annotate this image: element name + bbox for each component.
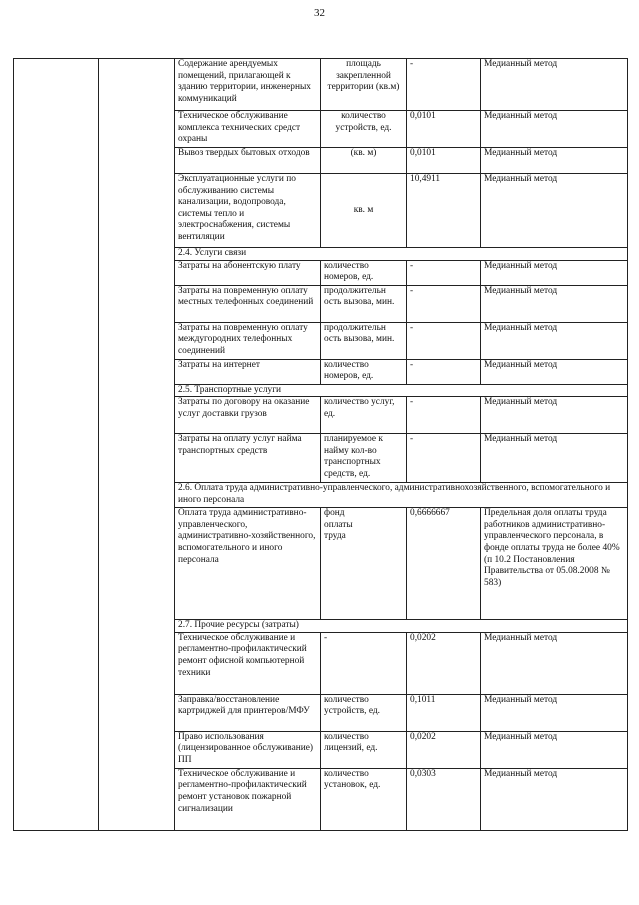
page-number: 32: [314, 7, 325, 19]
cost-item-name: Затраты на абонентскую плату: [175, 260, 321, 285]
calculation-method: Предельная доля оплаты труда работников административно-управленческого персонала, в фонде оплаты труда не более 40% (п 10.2 Постановления Правительства от 05.08.2008 № 583): [481, 508, 628, 620]
cost-item-name: Вывоз твердых бытовых отходов: [175, 148, 321, 174]
unit-of-measure: планируемое к найму кол-во транспортных средств, ед.: [321, 434, 407, 483]
unit-of-measure: (кв. м): [321, 148, 407, 174]
cost-item-name: Затраты на интернет: [175, 359, 321, 384]
calculation-method: Медианный метод: [481, 148, 628, 174]
calculation-method: Медианный метод: [481, 632, 628, 694]
coefficient-value: -: [407, 359, 481, 384]
unit-of-measure: фонд оплаты труда: [321, 508, 407, 620]
calculation-method: Медианный метод: [481, 322, 628, 359]
unit-of-measure: количество устройств, ед.: [321, 111, 407, 148]
calculation-method: Медианный метод: [481, 285, 628, 322]
calculation-method: Медианный метод: [481, 260, 628, 285]
section-heading: 2.6. Оплата труда административно-управленческого, административнохозяйственного, вспомогательного и иного персонала: [175, 483, 628, 508]
cost-item-name: Затраты по договору на оказание услуг доставки грузов: [175, 397, 321, 434]
coefficient-value: -: [407, 397, 481, 434]
empty-col-1: [14, 59, 99, 831]
cost-item-name: Техническое обслуживание комплекса технических средст охраны: [175, 111, 321, 148]
unit-of-measure: продолжительн ость вызова, мин.: [321, 322, 407, 359]
unit-of-measure: количество установок, ед.: [321, 768, 407, 830]
calculation-method: Медианный метод: [481, 731, 628, 768]
cost-item-name: Заправка/восстановление картриджей для принтеров/МФУ: [175, 694, 321, 731]
calculation-method: Медианный метод: [481, 694, 628, 731]
coefficient-value: 0,0303: [407, 768, 481, 830]
unit-of-measure: количество лицензий, ед.: [321, 731, 407, 768]
coefficient-value: 0,0101: [407, 148, 481, 174]
coefficient-value: -: [407, 285, 481, 322]
cost-item-name: Эксплуатационные услуги по обслуживанию системы канализации, водопровода, системы тепло и электроснабжения, системы вентиляции: [175, 174, 321, 248]
calculation-method: Медианный метод: [481, 359, 628, 384]
coefficient-value: -: [407, 322, 481, 359]
cost-item-name: Затраты на оплату услуг найма транспортных средств: [175, 434, 321, 483]
unit-of-measure: площадь закрепленной территории (кв.м): [321, 59, 407, 111]
cost-item-name: Техническое обслуживание и регламентно-профилактический ремонт установок пожарной сигнализации: [175, 768, 321, 830]
section-heading: 2.4. Услуги связи: [175, 248, 628, 261]
cost-item-name: Содержание арендуемых помещений, прилагающей к зданию территории, инженерных коммуникаций: [175, 59, 321, 111]
cost-item-name: Оплата труда административно-управленческого, административно-хозяйственного, вспомогательного и иного персонала: [175, 508, 321, 620]
coefficient-value: 0,1011: [407, 694, 481, 731]
cost-item-name: Техническое обслуживание и регламентно-профилактический ремонт офисной компьютерной техники: [175, 632, 321, 694]
calculation-method: Медианный метод: [481, 59, 628, 111]
coefficient-value: -: [407, 434, 481, 483]
coefficient-value: 10,4911: [407, 174, 481, 248]
unit-of-measure: кв. м: [321, 174, 407, 248]
calculation-method: Медианный метод: [481, 768, 628, 830]
cost-item-name: Затраты на повременную оплату местных телефонных соединений: [175, 285, 321, 322]
unit-of-measure: продолжительн ость вызова, мин.: [321, 285, 407, 322]
table-row: [14, 59, 628, 111]
coefficient-value: -: [407, 59, 481, 111]
unit-of-measure: количество номеров, ед.: [321, 359, 407, 384]
cost-item-name: Право использования (лицензированное обслуживание) ПП: [175, 731, 321, 768]
unit-of-measure: -: [321, 632, 407, 694]
coefficient-value: 0,0202: [407, 731, 481, 768]
unit-of-measure: количество услуг, ед.: [321, 397, 407, 434]
section-heading: 2.7. Прочие ресурсы (затраты): [175, 620, 628, 633]
calculation-method: Медианный метод: [481, 111, 628, 148]
calculation-method: Медианный метод: [481, 174, 628, 248]
unit-of-measure: количество устройств, ед.: [321, 694, 407, 731]
coefficient-value: 0,0202: [407, 632, 481, 694]
coefficient-value: 0,6666667: [407, 508, 481, 620]
cost-item-name: Затраты на повременную оплату междугородних телефонных соединений: [175, 322, 321, 359]
calculation-method: Медианный метод: [481, 397, 628, 434]
coefficient-value: -: [407, 260, 481, 285]
section-heading: 2.5. Транспортные услуги: [175, 384, 628, 397]
cost-norms-table: [13, 58, 628, 831]
unit-of-measure: количество номеров, ед.: [321, 260, 407, 285]
calculation-method: Медианный метод: [481, 434, 628, 483]
coefficient-value: 0,0101: [407, 111, 481, 148]
empty-col-2: [99, 59, 175, 831]
